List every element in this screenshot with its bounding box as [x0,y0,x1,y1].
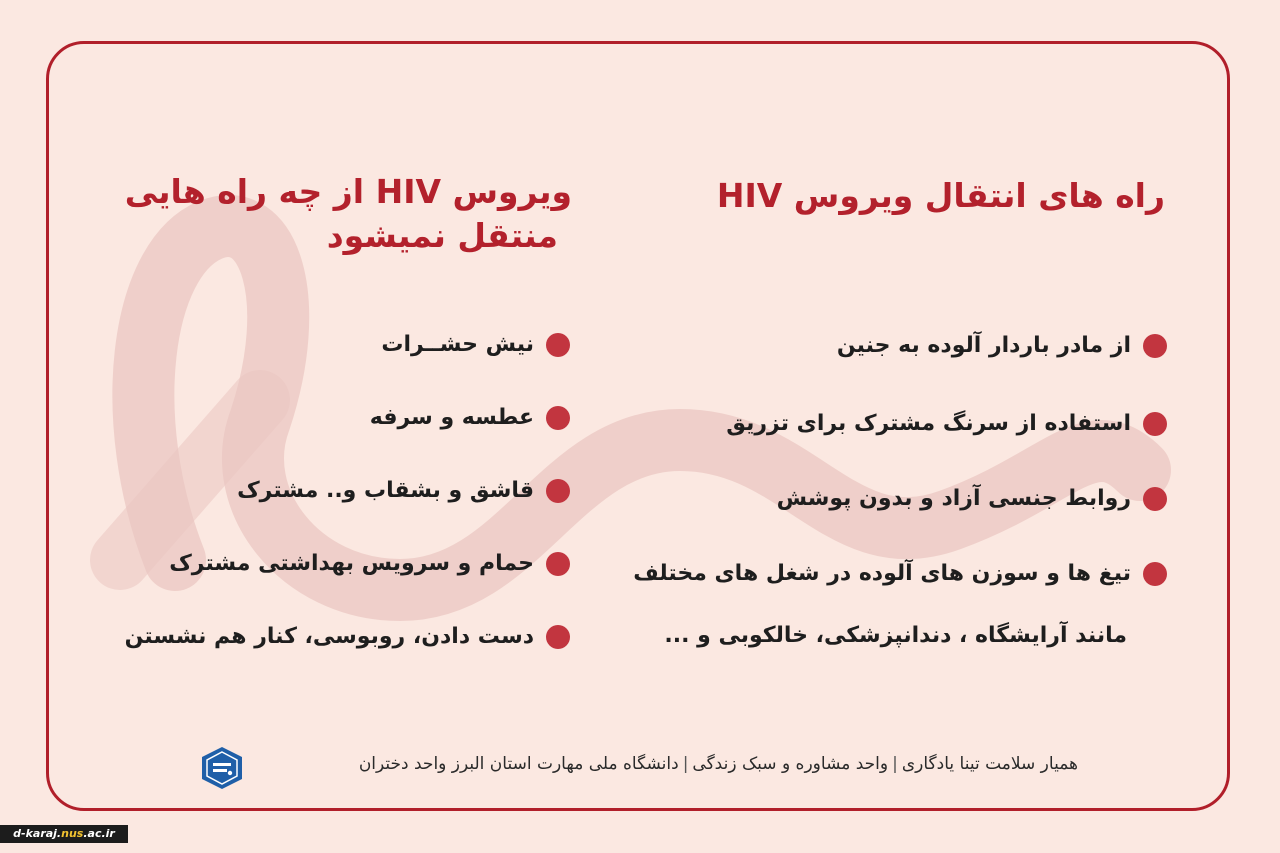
bullet-icon [1143,562,1167,586]
list-item: قاشق و بشقاب و.. مشترک [237,476,570,506]
list-item: نیش حشــرات [381,330,570,360]
footer-credit-name: همیار سلامت تینا یادگاری [901,754,1078,774]
list-item: عطسه و سرفه [370,403,570,433]
list-item: دست دادن، روبوسی، کنار هم نشستن [125,622,570,652]
footer-separator: | [682,754,689,774]
transmission-title: راه های انتقال ویروس HIV [716,176,1165,215]
bullet-icon [546,625,570,649]
list-item: حمام و سرویس بهداشتی مشترک [169,549,570,579]
non-transmission-title-line2: منتقل نمیشود [326,216,558,255]
bullet-icon [1143,334,1167,358]
university-logo-icon [198,745,246,791]
footer-credit-unit: واحد مشاوره و سبک زندگی [692,754,889,774]
footer-credits [359,754,1078,774]
footer [198,745,1088,789]
bullet-icon [1143,412,1167,436]
transmission-list [607,0,1167,853]
list-item: تیغ ها و سوزن های آلوده در شغل های مختلف [633,559,1167,589]
bullet-icon [1143,487,1167,511]
bullet-icon [546,479,570,503]
non-transmission-title-line1: ویروس HIV از چه راه هایی [124,172,572,211]
bullet-icon [546,406,570,430]
footer-separator: | [892,754,898,774]
footer-credit-university: دانشگاه ملی مهارت استان البرز واحد دختران [358,754,679,774]
bullet-icon [546,552,570,576]
list-item: روابط جنسی آزاد و بدون پوشش [777,484,1167,514]
site-watermark: d-karaj.nus.ac.ir [0,825,128,843]
non-transmission-list [90,0,570,853]
list-item-continuation: مانند آرایشگاه ، دندانپزشکی، خالکوبی و ... [664,623,1127,648]
list-item: از مادر باردار آلوده به جنین [837,331,1167,361]
list-item: استفاده از سرنگ مشترک برای تزریق [726,409,1167,439]
bullet-icon [546,333,570,357]
